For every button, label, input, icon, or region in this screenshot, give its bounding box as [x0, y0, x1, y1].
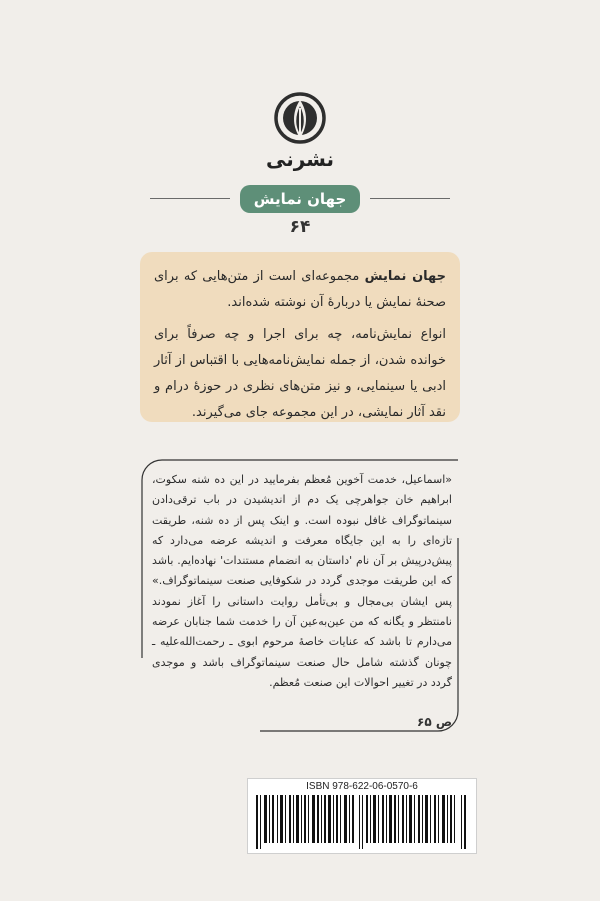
leaf-in-circle-icon — [270, 86, 330, 152]
divider-right — [370, 198, 450, 199]
series-description-box — [140, 252, 460, 422]
series-label — [150, 185, 450, 213]
series-name-bold: جهان نمایش — [364, 269, 446, 284]
isbn-number: ISBN 978-622-06-0570-6 — [306, 781, 418, 792]
barcode-image — [256, 795, 468, 849]
publisher-name: نشرنی — [265, 147, 335, 171]
series-badge: جهان نمایش — [240, 185, 360, 213]
page-reference: ص ۶۵ — [417, 715, 452, 729]
intro-paragraph-2: انواع نمایش‌نامه، چه برای اجرا و چه صرفاً برای خوانده شدن، از جمله نمایش‌نامه‌هایی با اقتباس از آثار ادبی یا سینمایی، و نیز متن‌های نظری در حوزهٔ درام و نقد آثار نمایشی، در این مجموعه جای می‌گیرند. — [154, 327, 446, 420]
intro-paragraph-1 — [154, 264, 446, 316]
book-excerpt — [152, 470, 452, 693]
series-number: ۶۴ — [289, 217, 311, 237]
isbn-barcode-box — [247, 778, 477, 854]
intro-sentence-1: مجموعه‌ای است از متن‌هایی که برای صحنهٔ نمایش یا دربارهٔ آن نوشته شده‌اند. — [154, 269, 446, 310]
divider-left — [150, 198, 230, 199]
excerpt-text: «اسماعیل، خدمت آخوین مُعظم بفرمایید در این ده شنه سکوت، ابراهیم خان جواهرچی یک دم از اندیشیدن در باب ترقی‌دادن سینماتوگراف غافل نبوده است. و اینک پس از ده شنه، طریقت تازه‌ای را به این جایگاه معرفت و اندیشه عرضه می‌دارد که پیش‌درپیش بر آن نام 'داستان به انضمام مستندات' نهاده‌ایم. باشد که این طریقت موجدی گردد در شکوفایی صنعت سینماتوگراف.» پس ایشان بی‌مجال و بی‌تأمل روایت داستانی را آغاز نمودند نامنتظر و یگانه که من عین‌به‌عین آن را خدمت شما جنابان عرضه می‌دارم تا باشد که عنایات خاصهٔ مرحوم ابوی ـ رحمت‌الله‌علیه ـ چونان گذشته شامل حال صنعت سینماتوگراف باشد و موجدی گردد در تغییر احوالات این صنعت مُعظم. — [152, 473, 452, 689]
